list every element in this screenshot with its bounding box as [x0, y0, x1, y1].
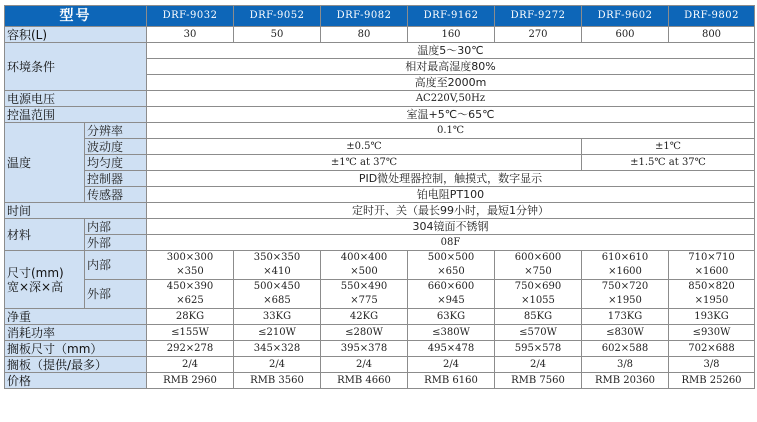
dimensions-outer-value: 450×390 ×625 — [147, 280, 234, 309]
fluctuation-label: 波动度 — [85, 139, 147, 155]
dimensions-outer-value: 550×490 ×775 — [321, 280, 408, 309]
uniformity-value-small: ±1℃ at 37℃ — [147, 155, 582, 171]
dimensions-label — [5, 251, 85, 309]
dimensions-label-line1: 尺寸(mm) — [7, 265, 64, 280]
capacity-value: 160 — [408, 27, 495, 43]
model-header: 型号 — [5, 6, 147, 27]
shelf-size-label: 搁板尺寸（mm） — [5, 341, 147, 357]
material-inner-label: 内部 — [85, 219, 147, 235]
shelves-label: 搁板（提供/最多） — [5, 357, 147, 373]
price-row — [5, 373, 755, 389]
model-name: DRF-9052 — [234, 6, 321, 27]
dimensions-inner-value: 400×400 ×500 — [321, 251, 408, 280]
spec-table-container — [4, 5, 754, 417]
dimensions-outer-value: 850×820 ×1950 — [669, 280, 755, 309]
dimensions-inner-value: 710×710 ×1600 — [669, 251, 755, 280]
dimensions-inner-value: 610×610 ×1600 — [582, 251, 669, 280]
model-name: DRF-9162 — [408, 6, 495, 27]
dimensions-outer-label: 外部 — [85, 280, 147, 309]
power-consumption-value: ≤930W — [669, 325, 755, 341]
resolution-value: 0.1℃ — [147, 123, 755, 139]
dimensions-label-line2: 宽×深×高 — [7, 279, 64, 294]
material-inner-value: 304镜面不锈钢 — [147, 219, 755, 235]
model-name: DRF-9032 — [147, 6, 234, 27]
capacity-label: 容积(L) — [5, 27, 147, 43]
material-label: 材料 — [5, 219, 85, 251]
net-weight-label: 净重 — [5, 309, 147, 325]
material-outer-label: 外部 — [85, 235, 147, 251]
price-value: RMB 4660 — [321, 373, 408, 389]
shelf-size-value: 495×478 — [408, 341, 495, 357]
header-row — [5, 6, 755, 27]
price-value: RMB 7560 — [495, 373, 582, 389]
price-value: RMB 25260 — [669, 373, 755, 389]
model-name: DRF-9602 — [582, 6, 669, 27]
temperature-fluctuation-row — [5, 139, 755, 155]
shelves-value: 2/4 — [321, 357, 408, 373]
dimensions-inner-label: 内部 — [85, 251, 147, 280]
shelves-value: 2/4 — [147, 357, 234, 373]
power-value: AC220V,50Hz — [147, 91, 755, 107]
temperature-resolution-row — [5, 123, 755, 139]
environment-label: 环境条件 — [5, 43, 147, 91]
spec-table — [4, 5, 755, 389]
uniformity-value-large: ±1.5℃ at 37℃ — [582, 155, 755, 171]
dimensions-outer-value: 750×690 ×1055 — [495, 280, 582, 309]
shelves-row — [5, 357, 755, 373]
shelf-size-value: 345×328 — [234, 341, 321, 357]
shelves-value: 2/4 — [495, 357, 582, 373]
environment-humidity: 相对最高湿度80% — [147, 59, 755, 75]
dimensions-inner-value: 300×300 ×350 — [147, 251, 234, 280]
capacity-row — [5, 27, 755, 43]
environment-altitude: 高度至2000m — [147, 75, 755, 91]
dimensions-outer-value: 500×450 ×685 — [234, 280, 321, 309]
power-consumption-row — [5, 325, 755, 341]
power-label: 电源电压 — [5, 91, 147, 107]
capacity-value: 270 — [495, 27, 582, 43]
temperature-label: 温度 — [5, 123, 85, 203]
temperature-sensor-row — [5, 187, 755, 203]
material-outer-value: 08F — [147, 235, 755, 251]
model-name: DRF-9082 — [321, 6, 408, 27]
power-consumption-label: 消耗功率 — [5, 325, 147, 341]
dimensions-inner-value: 600×600 ×750 — [495, 251, 582, 280]
net-weight-value: 42KG — [321, 309, 408, 325]
model-name: DRF-9802 — [669, 6, 755, 27]
material-outer-row — [5, 235, 755, 251]
power-consumption-value: ≤155W — [147, 325, 234, 341]
price-value: RMB 3560 — [234, 373, 321, 389]
shelf-size-value: 292×278 — [147, 341, 234, 357]
net-weight-value: 85KG — [495, 309, 582, 325]
temperature-uniformity-row — [5, 155, 755, 171]
capacity-value: 80 — [321, 27, 408, 43]
time-row — [5, 203, 755, 219]
control-range-value: 室温+5℃～65℃ — [147, 107, 755, 123]
shelves-value: 3/8 — [669, 357, 755, 373]
sensor-label: 传感器 — [85, 187, 147, 203]
shelf-size-value: 702×688 — [669, 341, 755, 357]
material-inner-row — [5, 219, 755, 235]
power-consumption-value: ≤380W — [408, 325, 495, 341]
time-label: 时间 — [5, 203, 147, 219]
shelves-value: 3/8 — [582, 357, 669, 373]
time-value: 定时开、关（最长99小时，最短1分钟） — [147, 203, 755, 219]
price-label: 价格 — [5, 373, 147, 389]
model-name: DRF-9272 — [495, 6, 582, 27]
shelves-value: 2/4 — [234, 357, 321, 373]
net-weight-value: 33KG — [234, 309, 321, 325]
shelf-size-value: 595×578 — [495, 341, 582, 357]
net-weight-row — [5, 309, 755, 325]
price-value: RMB 2960 — [147, 373, 234, 389]
controller-value: PID微处理器控制，触摸式，数字显示 — [147, 171, 755, 187]
fluctuation-value-small: ±0.5℃ — [147, 139, 582, 155]
capacity-value: 30 — [147, 27, 234, 43]
controller-label: 控制器 — [85, 171, 147, 187]
environment-row — [5, 43, 755, 59]
control-range-label: 控温范围 — [5, 107, 147, 123]
power-consumption-value: ≤280W — [321, 325, 408, 341]
net-weight-value: 193KG — [669, 309, 755, 325]
price-value: RMB 6160 — [408, 373, 495, 389]
power-consumption-value: ≤830W — [582, 325, 669, 341]
capacity-value: 600 — [582, 27, 669, 43]
dimensions-outer-value: 750×720 ×1950 — [582, 280, 669, 309]
shelf-size-value: 602×588 — [582, 341, 669, 357]
shelf-size-value: 395×378 — [321, 341, 408, 357]
temperature-controller-row — [5, 171, 755, 187]
dimensions-outer-value: 660×600 ×945 — [408, 280, 495, 309]
control-range-row — [5, 107, 755, 123]
dimensions-inner-value: 350×350 ×410 — [234, 251, 321, 280]
price-value: RMB 20360 — [582, 373, 669, 389]
fluctuation-value-large: ±1℃ — [582, 139, 755, 155]
power-consumption-value: ≤570W — [495, 325, 582, 341]
shelf-size-row — [5, 341, 755, 357]
resolution-label: 分辨率 — [85, 123, 147, 139]
net-weight-value: 173KG — [582, 309, 669, 325]
net-weight-value: 63KG — [408, 309, 495, 325]
uniformity-label: 均匀度 — [85, 155, 147, 171]
dimensions-inner-value: 500×500 ×650 — [408, 251, 495, 280]
dimensions-outer-row — [5, 280, 755, 309]
environment-temperature: 温度5～30℃ — [147, 43, 755, 59]
shelves-value: 2/4 — [408, 357, 495, 373]
power-consumption-value: ≤210W — [234, 325, 321, 341]
net-weight-value: 28KG — [147, 309, 234, 325]
capacity-value: 50 — [234, 27, 321, 43]
capacity-value: 800 — [669, 27, 755, 43]
dimensions-inner-row — [5, 251, 755, 280]
sensor-value: 铂电阻PT100 — [147, 187, 755, 203]
power-row — [5, 91, 755, 107]
